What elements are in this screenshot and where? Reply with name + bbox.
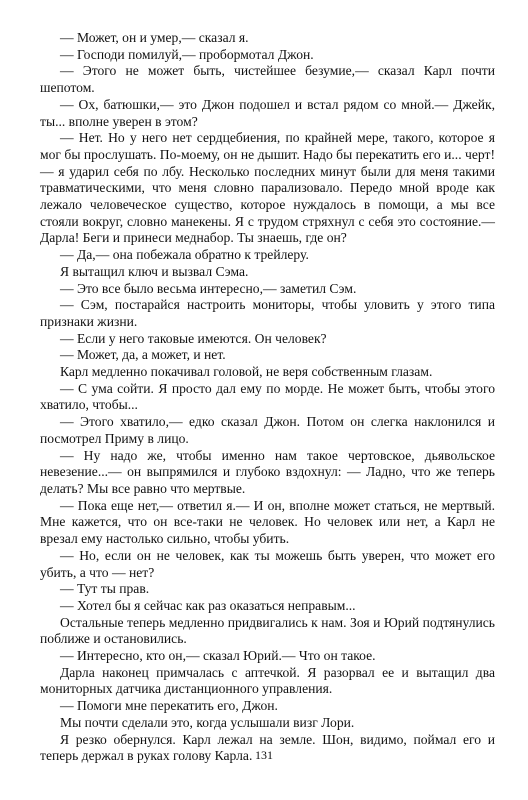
paragraph: Мы почти сделали это, когда услышали визг Лори. (60, 714, 355, 730)
paragraph: Дарла наконец примчалась с аптечкой. Я разорвал ее и вытащил два мониторных датчика дистанционного управления. (40, 664, 495, 697)
paragraph: Карл медленно покачивал головой, не веря собственным глазам. (60, 364, 433, 380)
paragraph: — Но, если он не человек, как ты можешь быть уверен, что может его убить, а что — нет? (40, 547, 495, 580)
book-page (40, 30, 495, 775)
paragraph: — Этого хватило,— едко сказал Джон. Потом он слегка наклонился и посмотрел Приму в лицо. (40, 414, 495, 446)
paragraph: — Это все было весьма интересно,— заметил Сэм. (60, 280, 357, 296)
paragraph: Я резко обернулся. Карл лежал на земле. Шон, видимо, поймал его и теперь держал в руках голову Карла. (40, 731, 495, 764)
paragraph: — Может, да, а может, и нет. (60, 347, 226, 363)
paragraph: — Ох, батюшки,— это Джон подошел и встал рядом со мной.— Джейк, ты... вполне уверен в этом? (40, 96, 495, 129)
paragraph: — Интересно, кто он,— сказал Юрий.— Что он такое. (60, 648, 376, 664)
paragraph: — Ну надо же, чтобы именно нам такое чертовское, дьявольское невезение...— он выпрямился и глубоко вздохнул: — Ладно, что же теперь делать? Мы все равно что мертвые. (40, 447, 495, 496)
paragraph: — Пока еще нет,— ответил я.— И он, вполне может статься, не мертвый. Мне кажется, что он все-таки не человек. Но человек или нет, а Карл не врезал ему настолько сильно, чтобы убить. (40, 497, 495, 547)
paragraph: — С ума сойти. Я просто дал ему по морде. Не может быть, чтобы этого хватило, чтобы... (40, 380, 495, 413)
paragraph: — Да,— она побежала обратно к трейлеру. (60, 247, 309, 263)
page-number: 131 (255, 748, 273, 762)
paragraph: — Этого не может быть, чистейшее безумие,— сказал Карл почти шепотом. (40, 63, 495, 96)
paragraph: Остальные теперь медленно придвигались к нам. Зоя и Юрий подтянулись поближе и остановились. (40, 614, 495, 647)
paragraph: — Тут ты прав. (60, 581, 150, 597)
paragraph: — Если у него таковые имеются. Он человек? (60, 330, 327, 346)
paragraph: — Сэм, постарайся настроить мониторы, чтобы уловить у этого типа признаки жизни. (40, 297, 495, 329)
paragraph: — Хотел бы я сейчас как раз оказаться неправым... (60, 597, 356, 613)
paragraph: — Может, он и умер,— сказал я. (60, 30, 249, 45)
paragraph: — Помоги мне перекатить его, Джон. (60, 698, 278, 714)
paragraph: — Нет. Но у него нет сердцебиения, по крайней мере, такого, которое я мог бы прослушать. По-моему, он не дышит. Надо бы перекатить его и... черт! — я ударил себя по лбу. Несколько последних минут были для меня такими травматическими, что меня словно парализовало. Передо мной вроде как лежало человеческое существо, которое нуждалось в помощи, а мы все стояли вокруг, словно манекены. Я с трудом стряхнул с себя это состояние.— Дарла! Беги и принеси меднабор. Ты знаешь, где он? (40, 130, 495, 246)
paragraph: — Господи помилуй,— пробормотал Джон. (60, 46, 314, 62)
paragraph: Я вытащил ключ и вызвал Сэма. (60, 263, 249, 279)
